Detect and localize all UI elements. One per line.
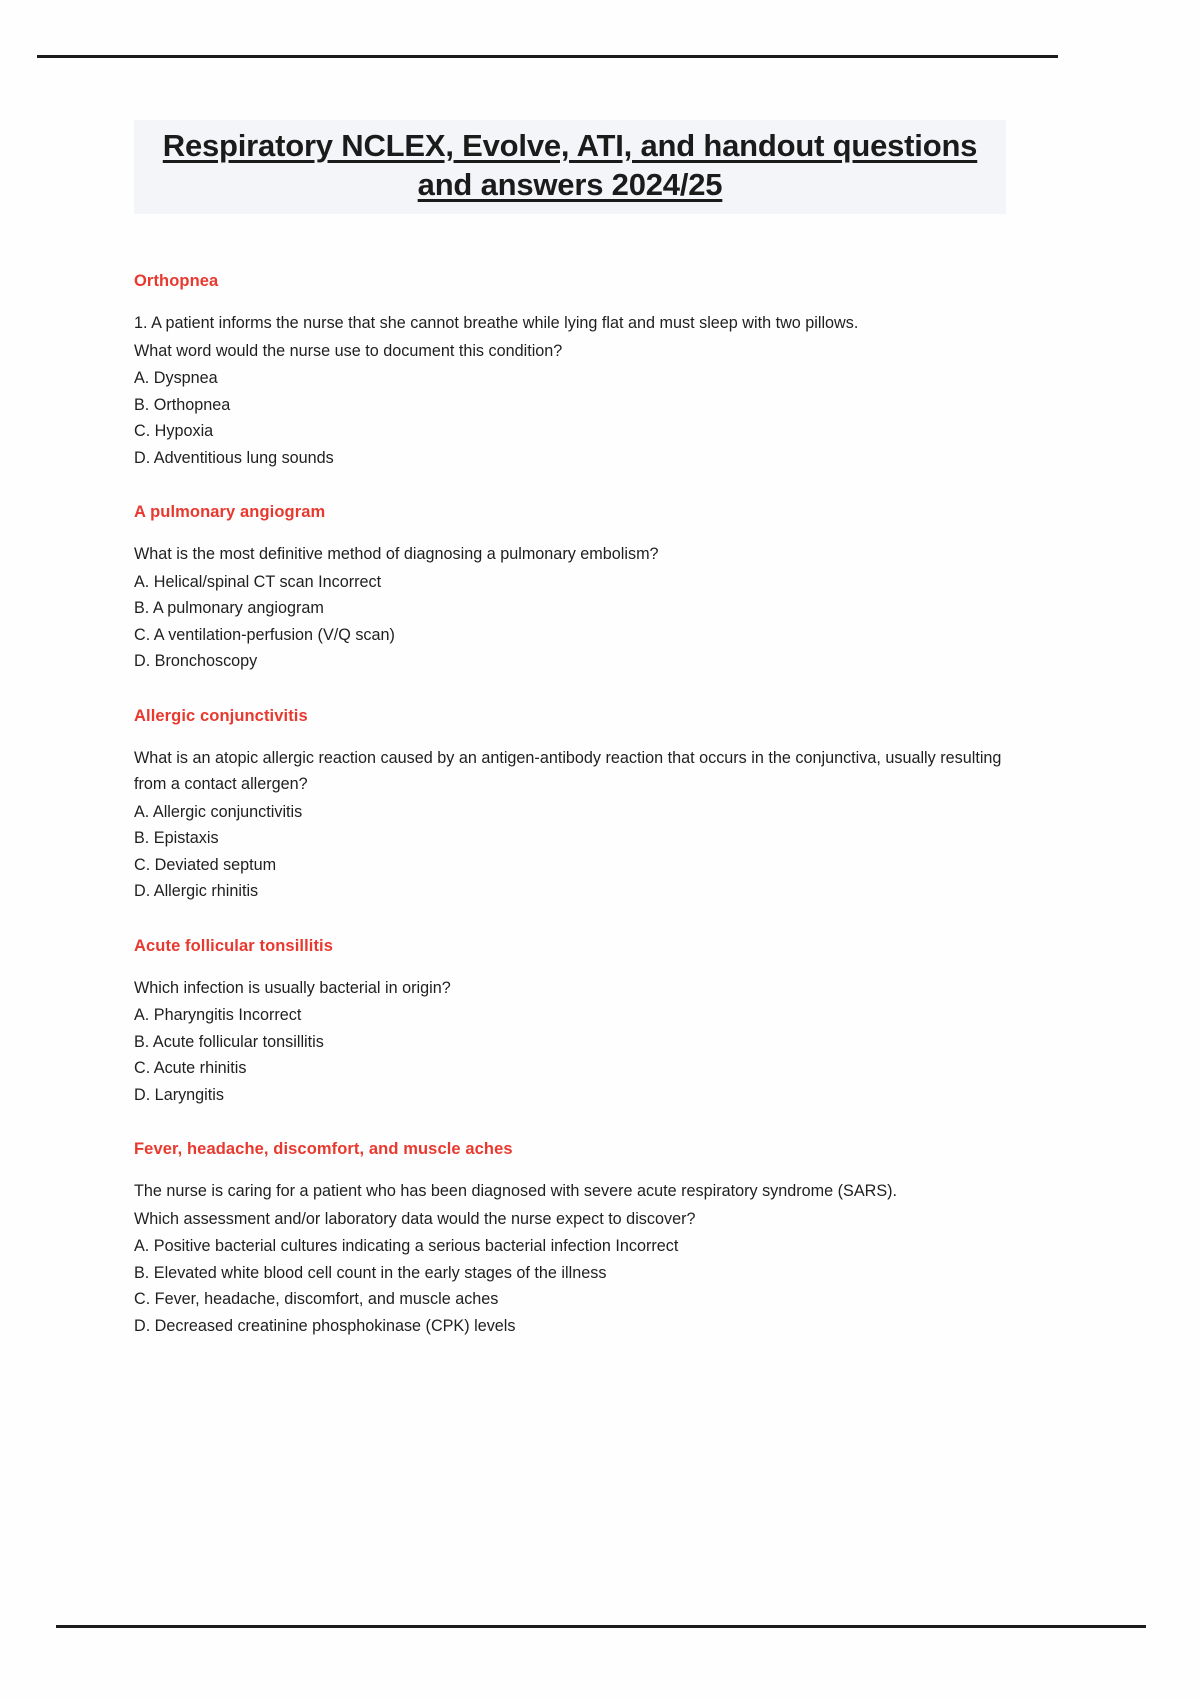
page-bottom-rule: [56, 1625, 1146, 1628]
answer-option: B. A pulmonary angiogram: [134, 599, 324, 617]
answer-option: D. Adventitious lung sounds: [134, 448, 334, 467]
options-list: [134, 1233, 1006, 1339]
answer-option: D. Bronchoscopy: [134, 652, 258, 670]
question-text: Which infection is usually bacterial in origin?: [134, 978, 451, 997]
answer-heading: Orthopnea: [134, 272, 219, 290]
answer-option: B. Epistaxis: [134, 829, 219, 847]
answer-option: C. Deviated septum: [134, 855, 277, 874]
answer-option: C. Hypoxia: [134, 422, 214, 440]
options-list: [134, 569, 1006, 675]
options-list: [134, 1002, 1006, 1108]
answer-option: B. Orthopnea: [134, 395, 231, 414]
answer-option: A. Pharyngitis Incorrect: [134, 1006, 302, 1024]
page-top-rule: [37, 55, 1058, 58]
answer-option: C. Fever, headache, discomfort, and muscle aches: [134, 1290, 499, 1308]
answer-option: C. Acute rhinitis: [134, 1059, 247, 1077]
answer-option: B. Acute follicular tonsillitis: [134, 1032, 324, 1051]
page-title: Respiratory NCLEX, Evolve, ATI, and handout questions and answers 2024/25: [162, 128, 978, 202]
options-list: [134, 799, 1006, 905]
question-text: The nurse is caring for a patient who has been diagnosed with severe acute respiratory syndrome (SARS).: [134, 1182, 898, 1200]
answer-option: D. Decreased creatinine phosphokinase (CPK) levels: [134, 1316, 516, 1335]
answer-option: A. Dyspnea: [134, 369, 218, 387]
question-text: Which assessment and/or laboratory data would the nurse expect to discover?: [134, 1209, 696, 1228]
answer-option: C. A ventilation-perfusion (V/Q scan): [134, 625, 395, 644]
qa-section: [134, 501, 1006, 675]
document-content: [134, 120, 1006, 1369]
question-text: What is the most definitive method of diagnosing a pulmonary embolism?: [134, 545, 659, 563]
options-list: [134, 365, 1006, 471]
answer-option: B. Elevated white blood cell count in the early stages of the illness: [134, 1263, 607, 1282]
answer-heading: Allergic conjunctivitis: [134, 706, 308, 725]
answer-option: D. Laryngitis: [134, 1085, 224, 1104]
answer-option: A. Positive bacterial cultures indicating a serious bacterial infection Incorrect: [134, 1237, 679, 1255]
qa-section: [134, 1138, 1006, 1339]
qa-sections: [134, 270, 1006, 1339]
answer-heading: A pulmonary angiogram: [134, 503, 326, 521]
qa-section: [134, 935, 1006, 1109]
title-band: [134, 120, 1006, 214]
answer-heading: Fever, headache, discomfort, and muscle aches: [134, 1140, 513, 1158]
question-text: What is an atopic allergic reaction caused by an antigen-antibody reaction that occurs in the conjunctiva, usually resulting from a contact allergen?: [134, 748, 1002, 793]
answer-option: A. Helical/spinal CT scan Incorrect: [134, 572, 382, 591]
answer-heading: Acute follicular tonsillitis: [134, 936, 333, 955]
qa-section: [134, 270, 1006, 471]
answer-option: D. Allergic rhinitis: [134, 882, 259, 900]
question-text: What word would the nurse use to document this condition?: [134, 341, 563, 360]
question-text: 1. A patient informs the nurse that she cannot breathe while lying flat and must sleep with two pillows.: [134, 314, 859, 332]
qa-section: [134, 705, 1006, 905]
answer-option: A. Allergic conjunctivitis: [134, 802, 303, 821]
